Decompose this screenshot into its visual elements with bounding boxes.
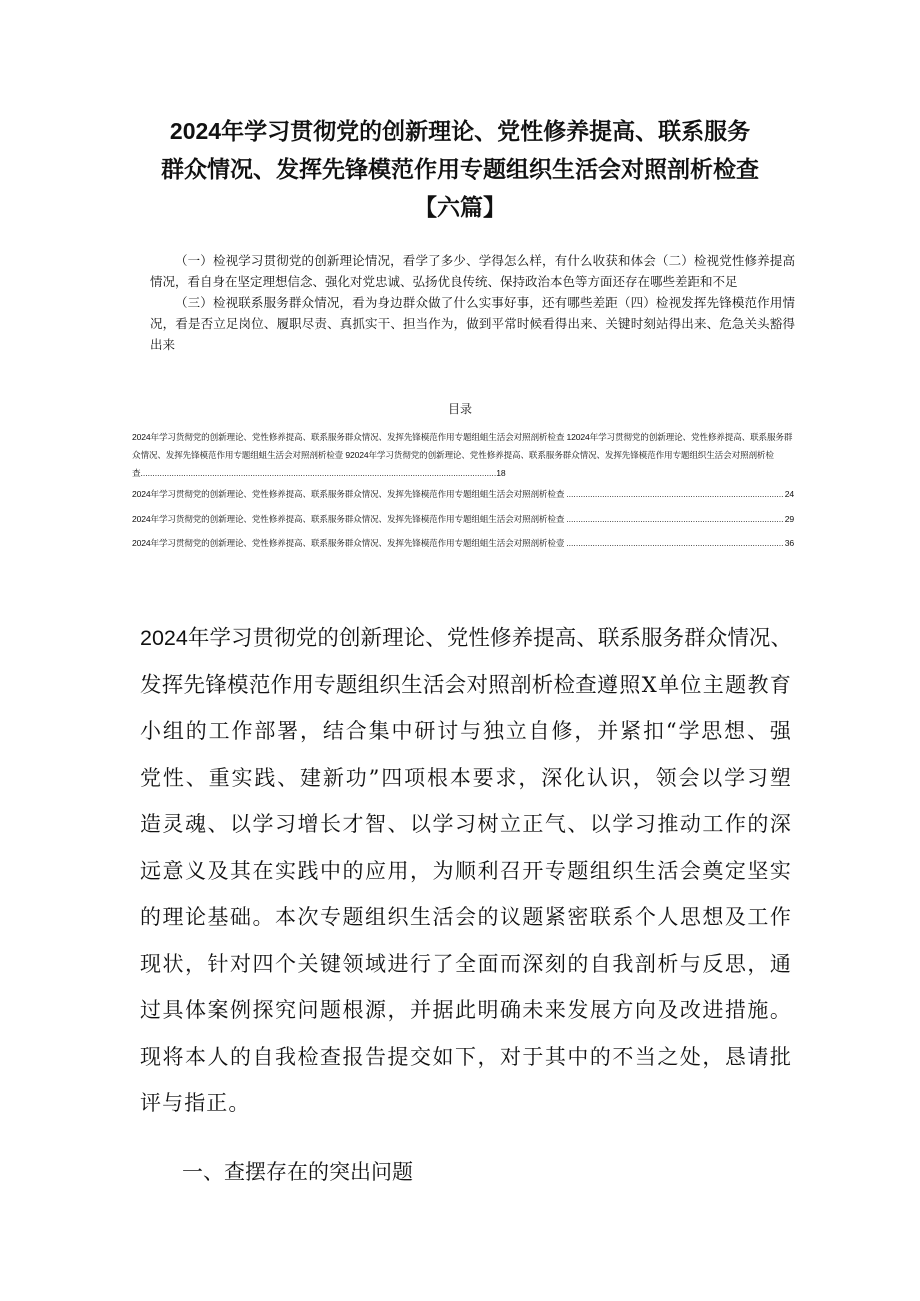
toc-entry-page: 36 <box>784 538 794 548</box>
toc-entry-text: 2024年学习贯彻党的创新理论、党性修养提高、联系服务群众情况、发挥先锋模范作用专题组蛆生活会对照剖析检壹 <box>132 538 565 548</box>
intro-paragraph-1: （一）检视学习贯彻党的创新理论情况，看学了多少、学得怎么样，有什么收获和体会（二）检视党性修养提高情况，看自身在坚定理想信念、强化对党忠诚、弘扬优良传统、保持政治本色等方面还存在哪些差距和不足 <box>150 253 795 289</box>
title-line-1: 2024年学习贯彻党的创新理论、党性修养提高、联系服务 <box>169 118 751 144</box>
toc-entry-text: 2024年学习货彻党的创新理论、党性修养提高、联系服务群众情况、发挥先锋模范作用专题组蛆生活会对照剖析检查 <box>132 513 565 524</box>
title-line-3: 【六篇】 <box>414 194 506 220</box>
section-heading: 一、查摆存在的突出问题 <box>182 1161 413 1184</box>
body-paragraph: 遵照X单位主题教育小组的工作部署，结合集中研讨与独立自修，并紧扣“学思想、强党性、重实践、建新功”四项根本要求，深化认识，领会以学习塑造灵魂、以学习增长才智、以学习树立正气、以学习推动工作的深远意义及其在实践中的应用，为顺利召开专题组织生活会奠定坚实的理论基础。本次专题组织生活会的议题紧密联系个人思想及工作现状，针对四个关键领域进行了全面而深刻的自我剖析与反思，通过具体案例探究问题根源，并据此明确未来发展方向及改进措施。现将本人的自我检查报告提交如下，对于其中的不当之处，恳请批评与指正。 <box>140 672 792 1115</box>
document-title <box>120 112 800 226</box>
toc-entry-page: 29 <box>784 513 794 524</box>
toc-entry[interactable] <box>132 482 794 507</box>
intro-paragraph-2: （三）检视联系服务群众情况，看为身边群众做了什么实事好事，还有哪些差距（四）检视发挥先锋模范作用情况，看是否立足岗位、履职尽责、真抓实干、担当作为，做到平常时候看得出来、关键时刻站得出来、危急关头豁得出来 <box>150 295 795 352</box>
toc-leader-dots <box>566 482 782 507</box>
toc-leader-dots <box>566 531 782 556</box>
toc-leader-dots: ..................................................................................................................................................... <box>140 468 497 478</box>
toc-entry-text: 2024年学习贯彻党的创新理论、党性修养提高、联系服务群众情况、发挥先锋模范作用专题组蛆生活会对照剖析检查 <box>132 489 565 499</box>
title-line-2: 群众情况、发挥先锋模范作用专题组织生活会对照剖析检查 <box>161 156 759 182</box>
toc-run-page: 18 <box>496 468 506 478</box>
toc-entry[interactable] <box>132 507 794 532</box>
toc-run-text: 2024年学习货彻党的创新理论、党性修养提高、联系服务群众情况、发挥先锋模范作用专题组蛆生活会对照剖析检查 12024年学习贯彻党的创新理论、党性修养提高、联系服务群众情况、发挥先锋模范作用专题组蛆生活会对照剖析检壹 92024年学习货彻党的创新理论、党性修养提高、联系服务群众情况、发挥先锋模范作用专题组织生活会对照剖析检查 <box>132 432 793 478</box>
intro-summary <box>150 250 795 355</box>
body-text <box>140 615 792 1127</box>
toc-heading: 目录 <box>447 402 472 416</box>
toc-entry[interactable] <box>132 531 794 556</box>
section-lead-title: 2024年学习贯彻党的创新理论、党性修养提高、联系服务群众情况、发挥先锋模范作用专题组织生活会对照剖析检查 <box>140 626 792 697</box>
table-of-contents <box>132 428 794 556</box>
toc-run-on-entries[interactable] <box>132 428 794 482</box>
toc-leader-dots <box>566 507 782 532</box>
toc-entry-page: 24 <box>784 489 794 499</box>
